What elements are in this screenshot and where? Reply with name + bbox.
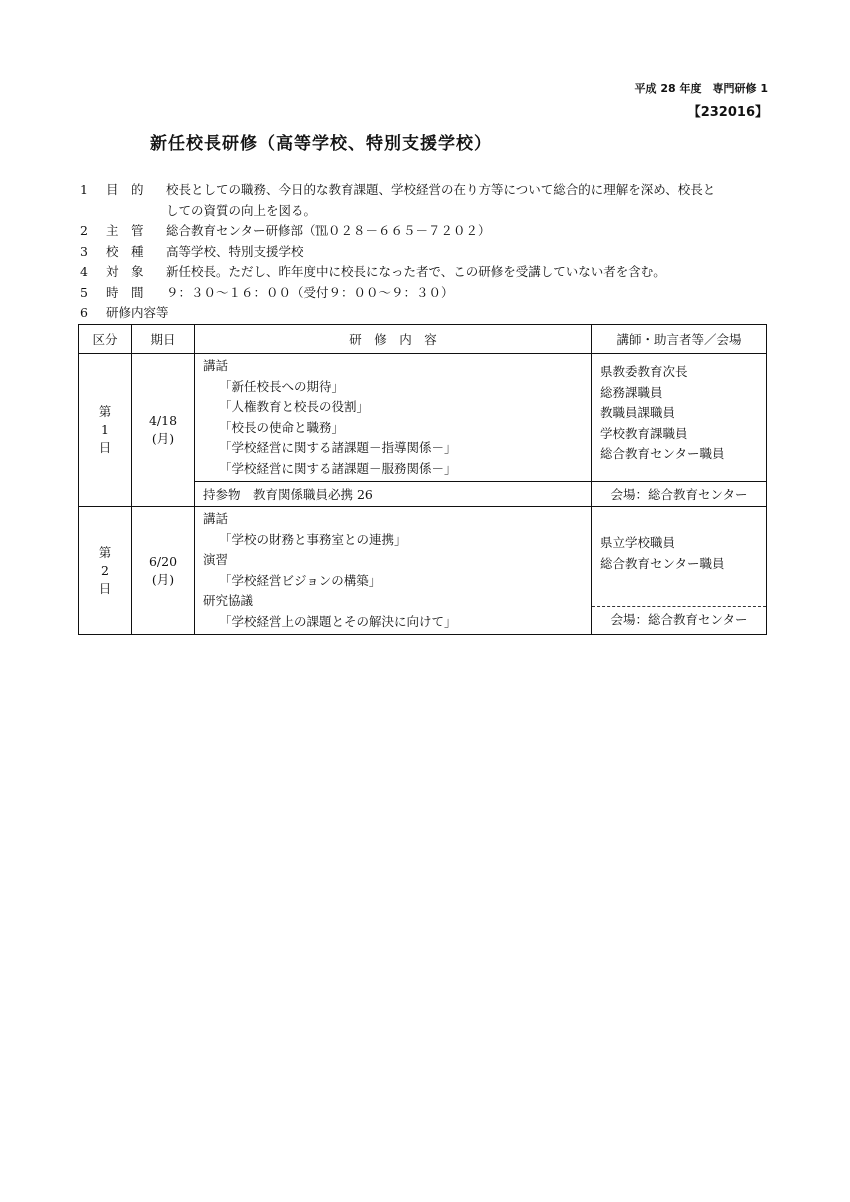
day2-content: 講話 「学校の財務と事務室との連携」 演習 「学校経営ビジョンの構築」 研究協議 「学校経営上の課題とその解決に向けて」: [195, 507, 592, 635]
item-label: 目 的: [106, 182, 144, 197]
day1-division: 第 1 日: [79, 354, 132, 507]
item-number: 1: [80, 182, 88, 197]
item-label: 研修内容等: [106, 305, 169, 320]
day1-date: 4/18 (月): [132, 354, 195, 507]
day2-date: 6/20 (月): [132, 507, 195, 635]
overview-item-time: [80, 283, 770, 304]
item-number: 4: [80, 264, 88, 279]
item-label: 主 管: [106, 223, 144, 238]
item-label: 時 間: [106, 284, 144, 300]
overview-item-target: [80, 262, 770, 283]
item-text: 総合教育センター研修部（℡０２８－６６５－７２０２）: [166, 223, 491, 238]
schedule-table: [78, 324, 767, 635]
col-header-content: 研 修 内 容: [195, 325, 592, 354]
day1-venue: 会場：総合教育センター: [592, 482, 767, 507]
item-text: 新任校長。ただし、昨年度中に校長になった者で、この研修を受講していない者を含む。: [166, 264, 666, 279]
day2-lecturers-cell: [592, 507, 767, 635]
item-label: 校 種: [106, 243, 144, 259]
header-program-label: 平成 28 年度 専門研修 1: [634, 82, 768, 95]
table-row-day2: [79, 507, 767, 635]
page-title: 新任校長研修（高等学校、特別支援学校）: [150, 134, 492, 154]
col-header-lecturer: 講師・助言者等／会場: [592, 325, 767, 354]
item-text: 校長としての職務、今日的な教育課題、学校経営の在り方等について総合的に理解を深め、校長と: [166, 182, 716, 197]
overview-list: [80, 180, 770, 324]
day2-lecturers: 県立学校職員 総合教育センター職員: [600, 535, 725, 571]
table-header-row: [79, 325, 767, 354]
item-label: 対 象: [106, 264, 144, 279]
day1-belongings: 持参物 教育関係職員必携 26: [195, 482, 592, 507]
col-header-division: 区分: [79, 325, 132, 354]
day2-division: 第 2 日: [79, 507, 132, 635]
item-number: 6: [80, 305, 88, 320]
item-number: 5: [80, 284, 88, 300]
item-number: 2: [80, 223, 88, 238]
overview-item-organizer: [80, 221, 770, 242]
overview-item-purpose: [80, 180, 770, 201]
item-number: 3: [80, 243, 88, 259]
day1-content: 講話 「新任校長への期待」 「人権教育と校長の役割」 「校長の使命と職務」 「学校経営に関する諸課題－指導関係－」 「学校経営に関する諸課題－服務関係－」: [195, 354, 592, 482]
item-text: 高等学校、特別支援学校: [166, 243, 304, 259]
overview-item-contents: [80, 303, 770, 324]
day1-lecturers: 県教委教育次長 総務課職員 教職員課職員 学校教育課職員 総合教育センター職員: [592, 354, 767, 482]
col-header-date: 期日: [132, 325, 195, 354]
item-text: ９：３０～１６：００（受付９：００～９：３０）: [166, 284, 454, 300]
table-row-day1: [79, 354, 767, 482]
day2-venue: 会場：総合教育センター: [592, 606, 766, 631]
item-text-continued: しての資質の向上を図る。: [166, 202, 317, 218]
header-course-code: 【232016】: [687, 105, 768, 120]
overview-item-school-type: [80, 242, 770, 263]
